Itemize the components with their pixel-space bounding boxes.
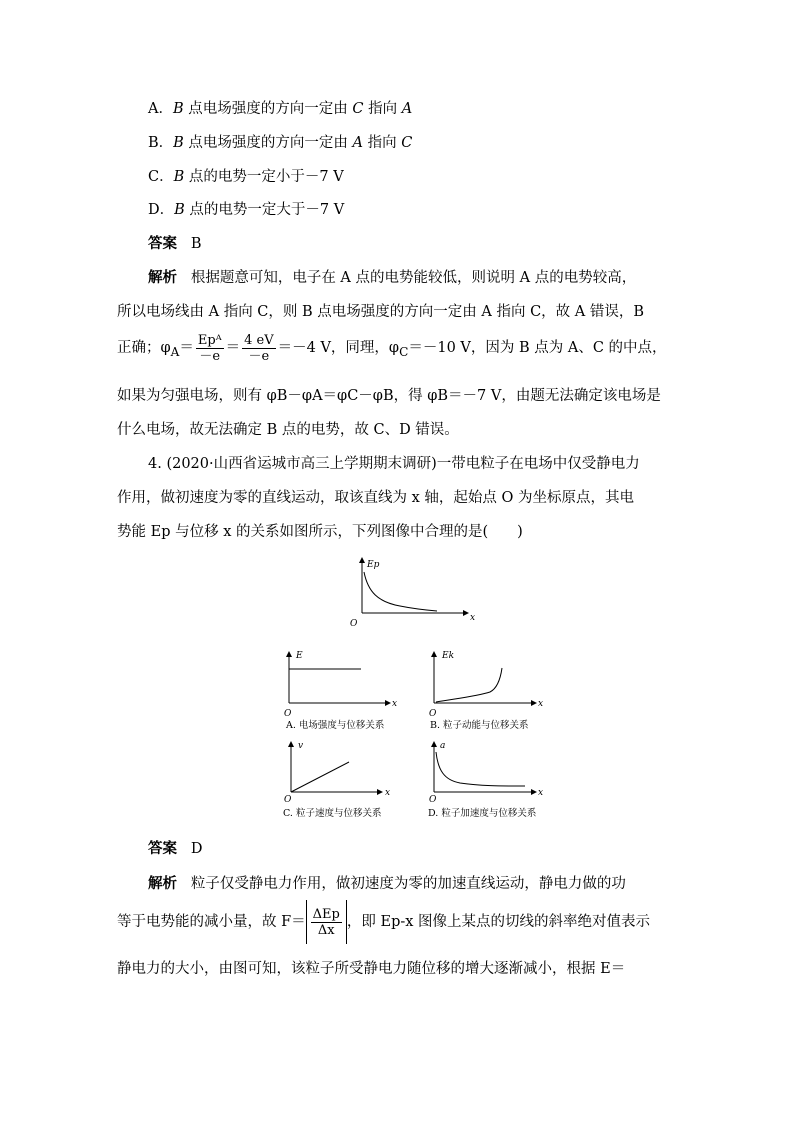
- option-b: B．B 点电场强度的方向一定由 A 指向 C: [148, 135, 413, 151]
- figure-b-graph: [429, 651, 543, 731]
- analysis-1-line-3: 正确；$\varphi_A=$ $\frac{\text{Epᴬ}}{-e}$ ＝ $\frac{4 eV}{-e}$ ＝－4 V，同理，$\varphi_C=-10$ V，因为 B 点为 A、C 的中点，: [117, 332, 667, 364]
- answer-1: 答案 B: [148, 236, 202, 252]
- analysis-2-line-3: 静电力的大小，由图可知，该粒子所受静电力随位移的增大逐渐减小，根据 E＝: [117, 961, 626, 977]
- figure-c-caption: C. 粒子速度与位移关系: [283, 808, 382, 819]
- question-4-line-1: 4. (2020·山西省运城市高三上学期期末调研)一带电粒子在电场中仅受静电力: [148, 456, 640, 472]
- figure-main-ylabel: Ep: [367, 560, 380, 570]
- figure-d-caption: D. 粒子加速度与位移关系: [428, 808, 537, 819]
- question-4-line-3: 势能 Ep 与位移 x 的关系如图所示，下列图像中合理的是( ): [117, 524, 523, 540]
- analysis-2-line-1: 解析 粒子仅受静电力作用，做初速度为零的加速直线运动，静电力做的功: [148, 876, 626, 892]
- figure-b-ylabel: Ek: [442, 651, 455, 661]
- figure-b-xlabel: x: [538, 699, 544, 709]
- figure-main-xlabel: x: [470, 613, 476, 623]
- analysis-1-line-5: 什么电场，故无法确定 B 点的电势，故 C、D 错误。: [117, 422, 459, 438]
- figure-a-ylabel: E: [296, 651, 303, 661]
- figure-d-ylabel: a: [440, 741, 446, 751]
- figure-d-curve: [436, 752, 525, 786]
- option-d: D．B 点的电势一定大于－7 V: [148, 202, 345, 218]
- figure-c-xlabel: x: [385, 788, 391, 798]
- figure-b-caption: B. 粒子动能与位移关系: [430, 720, 529, 731]
- figure-d-graph: [428, 741, 543, 819]
- figure-b-origin: O: [429, 709, 437, 719]
- figure-main-graph: [350, 558, 475, 629]
- figure-a-graph: [284, 651, 397, 731]
- figure-d-xlabel: x: [538, 788, 544, 798]
- figure-main-curve: [364, 572, 437, 611]
- figure-b-curve: [436, 668, 502, 702]
- figure-c-origin: O: [284, 795, 292, 805]
- analysis-1-line-4: 如果为匀强电场，则有 φB－φA＝φC－φB，得 φB＝－7 V，由题无法确定该电场是: [117, 388, 661, 404]
- figure-c-curve: [291, 762, 349, 792]
- question-4-line-2: 作用，做初速度为零的直线运动，取该直线为 x 轴，起始点 O 为坐标原点，其电: [117, 490, 634, 506]
- option-a: A．B 点电场强度的方向一定由 C 指向 A: [148, 101, 413, 117]
- figure-c-ylabel: v: [298, 741, 304, 751]
- analysis-1-line-2: 所以电场线由 A 指向 C，则 B 点电场强度的方向一定由 A 指向 C，故 A 错误，B: [117, 304, 645, 320]
- analysis-1-line-1: 解析 根据题意可知，电子在 A 点的电势能较低，则说明 A 点的电势较高，: [148, 270, 637, 286]
- figure-main-origin: O: [350, 619, 358, 629]
- option-c: C．B 点的电势一定小于－7 V: [148, 169, 344, 185]
- figure-a-caption: A. 电场强度与位移关系: [286, 720, 385, 731]
- figure-d-origin: O: [429, 795, 437, 805]
- figure-a-xlabel: x: [392, 699, 398, 709]
- figure-c-graph: [283, 741, 390, 819]
- analysis-2-line-2: 等于电势能的减小量，故 F＝ $\frac{\text{ΔEp}}{\Delta x}$ ，即 Ep-x 图像上某点的切线的斜率绝对值表示: [117, 900, 650, 944]
- figure-a-origin: O: [284, 709, 292, 719]
- answer-2: 答案 D: [148, 841, 203, 857]
